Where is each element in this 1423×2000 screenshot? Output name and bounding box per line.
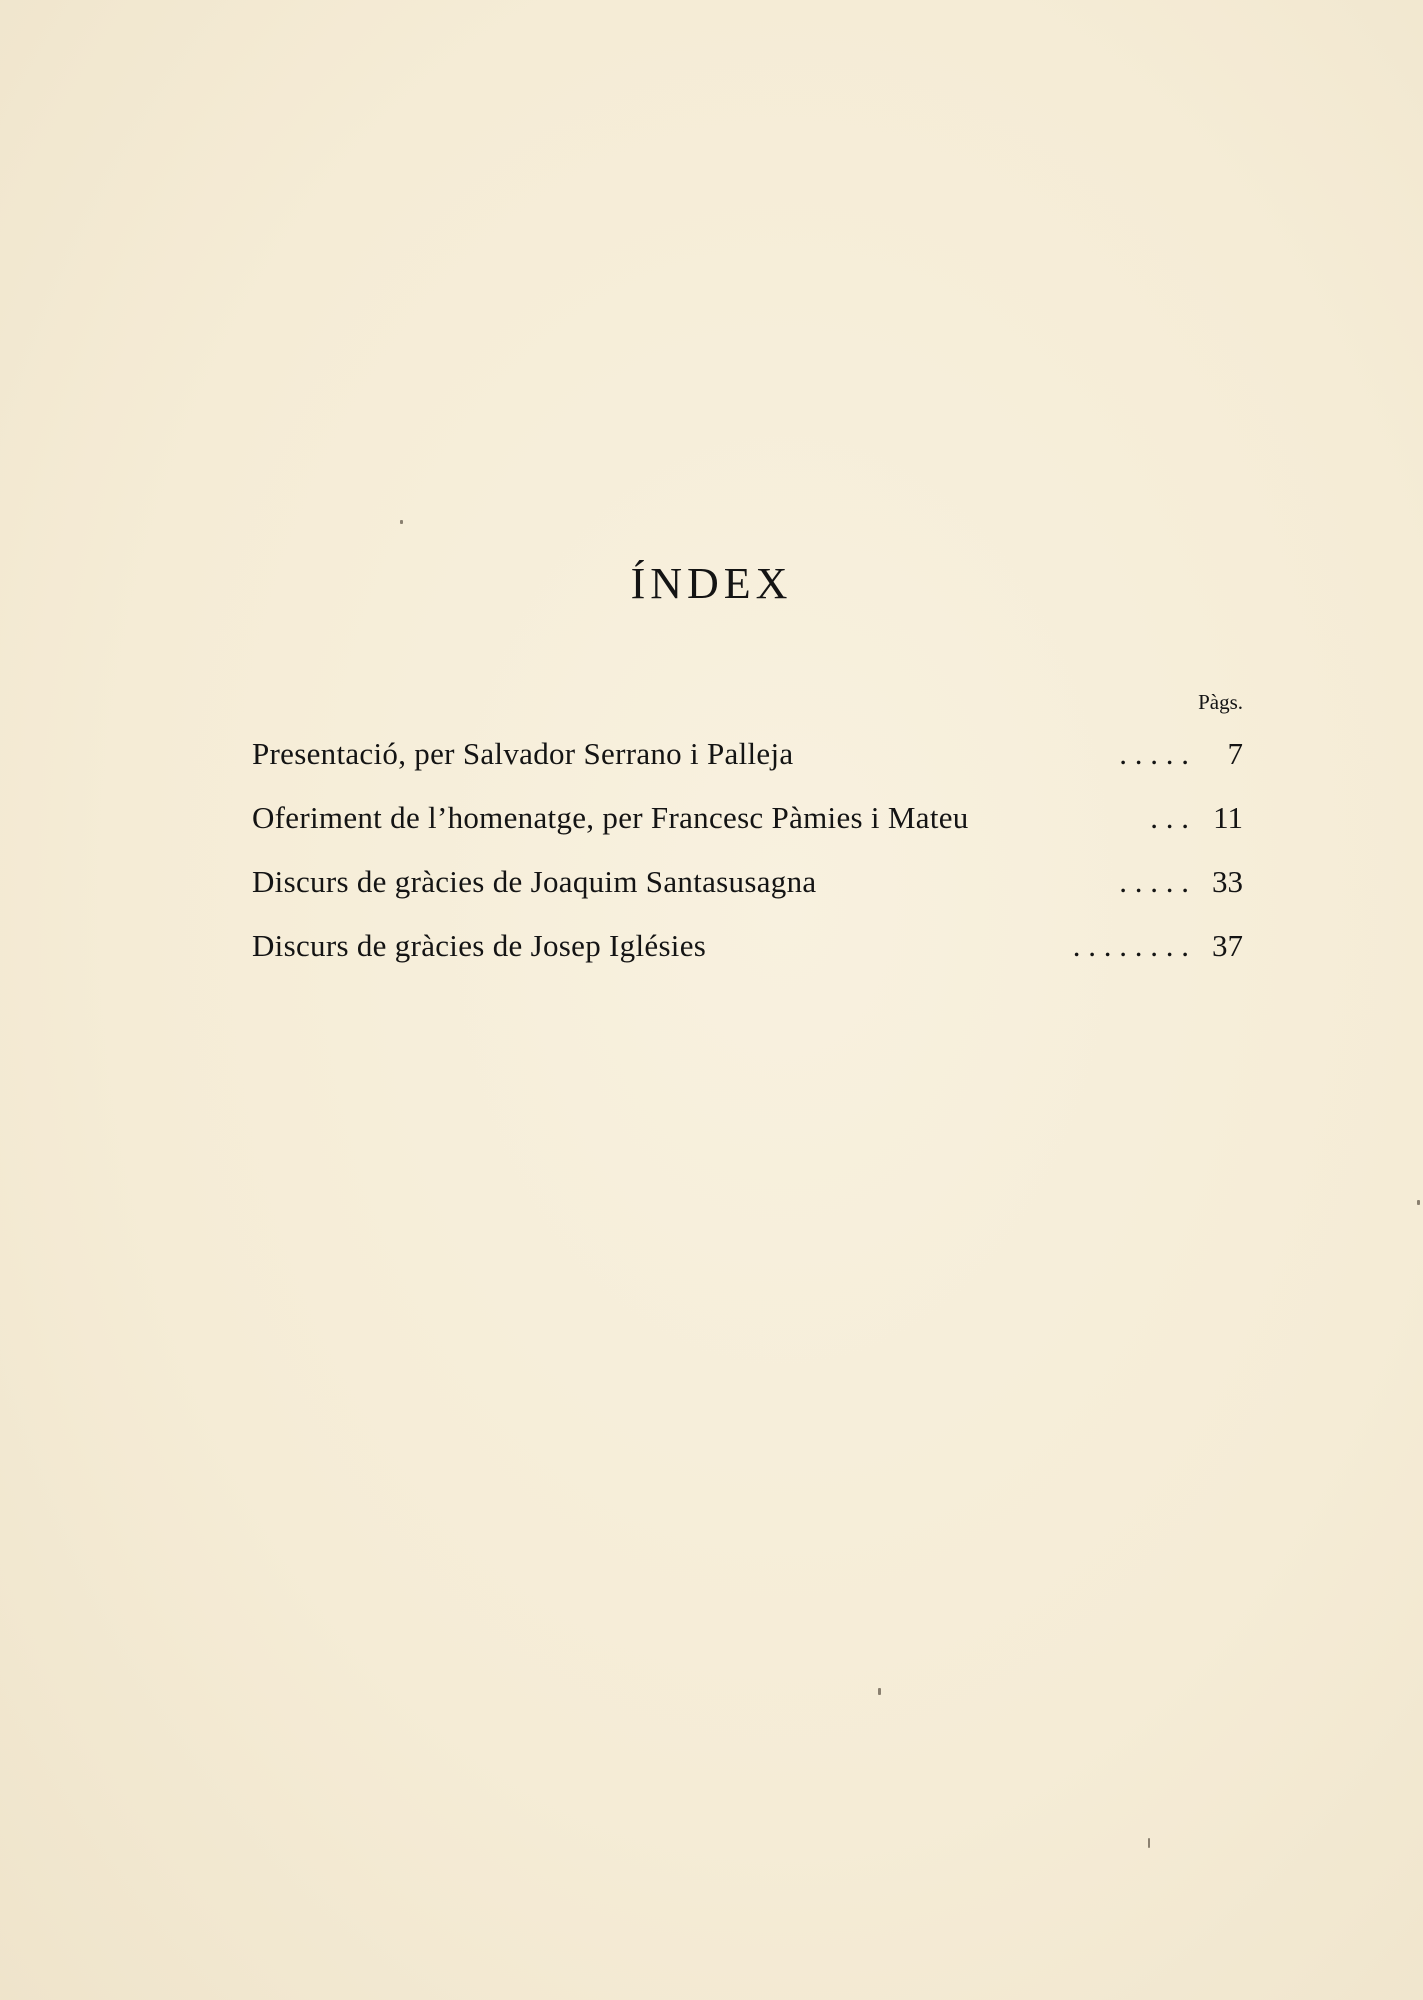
paper-speck: [1148, 1838, 1150, 1848]
toc-entry-leader: . . . . . . . .: [1072, 928, 1189, 963]
toc-entry: [252, 860, 1243, 924]
paper-speck: [878, 1688, 881, 1695]
toc-entry-leader: . . .: [1150, 800, 1189, 835]
toc-entry-title: Discurs de gràcies de Josep Iglésies: [252, 928, 707, 963]
toc-entry-page: 11: [1213, 800, 1243, 835]
toc-entry: [252, 796, 1243, 860]
toc-entry-page: 37: [1212, 928, 1243, 963]
toc-entry-title: Presentació, per Salvador Serrano i Palleja: [252, 736, 794, 771]
paper-speck: [1417, 1200, 1420, 1205]
table-of-contents: [252, 732, 1243, 988]
toc-entry-leader: . . . . .: [1119, 736, 1189, 771]
toc-entry-page: 33: [1212, 864, 1243, 899]
toc-entry-leader: . . . . .: [1119, 864, 1189, 899]
toc-entry-page: 7: [1227, 736, 1243, 771]
toc-entry-title: Oferiment de l’homenatge, per Francesc Pàmies i Mateu: [252, 800, 969, 835]
toc-entry: [252, 732, 1243, 796]
paper-speck: [400, 520, 403, 524]
toc-entry-title: Discurs de gràcies de Joaquim Santasusagna: [252, 864, 817, 899]
index-title: ÍNDEX: [630, 559, 793, 608]
pages-column-header: Pàgs.: [1198, 690, 1243, 714]
toc-entry: [252, 924, 1243, 988]
